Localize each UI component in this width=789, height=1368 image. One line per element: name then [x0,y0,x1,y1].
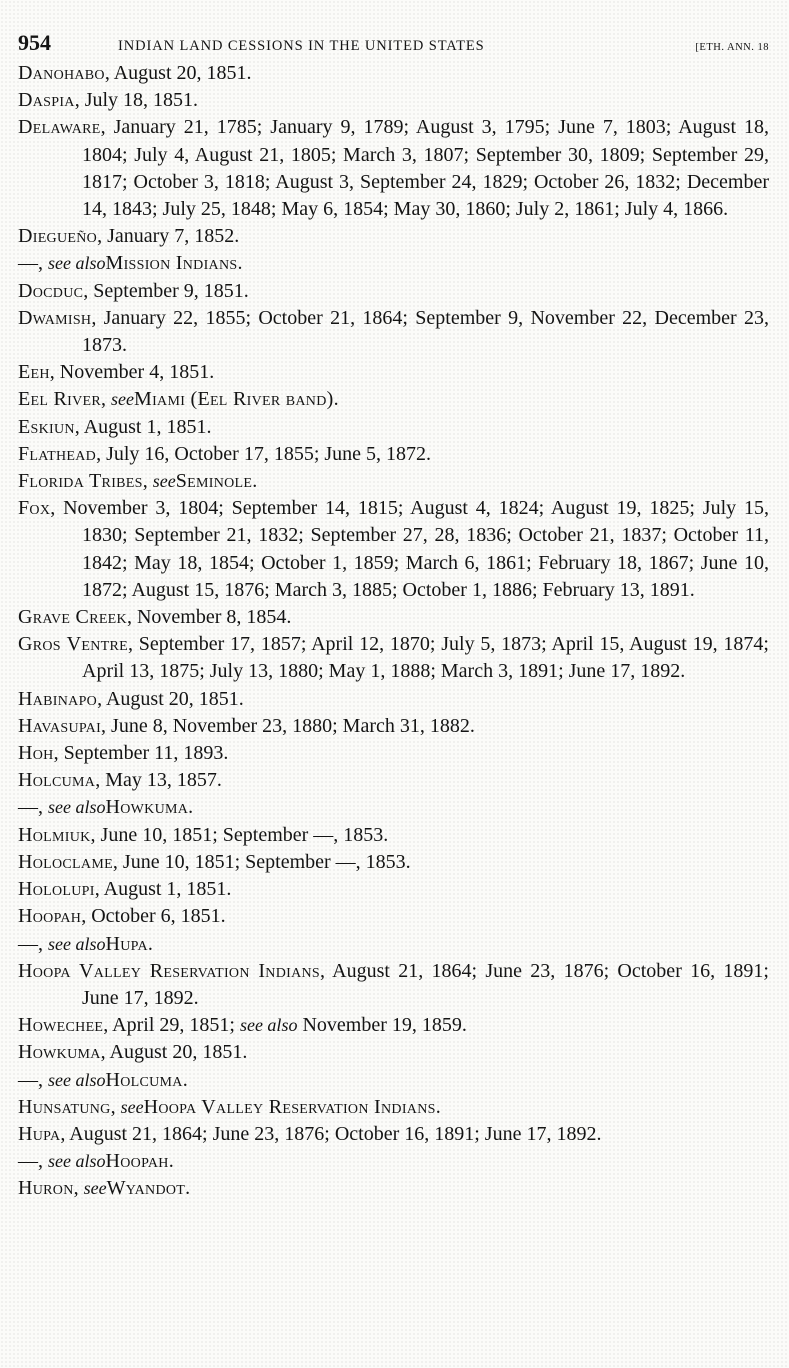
cross-reference: Holcuma [105,1068,183,1091]
entry-dates: , September 11, 1893. [53,742,229,765]
entry-dates: , August 1, 1851. [94,878,232,901]
entry-name: Flathead [18,442,97,465]
entry-prefix: , [142,470,153,493]
entry-end: . [185,1177,191,1200]
entry-dates: , August 20, 1851. [104,62,252,84]
entry-end: . [435,1095,441,1118]
entry-name: Hoopah [18,905,82,928]
entry-prefix: —, [18,1068,48,1091]
index-entry [18,713,769,740]
entry-dates: , June 10, 1851; September —, 1853. [112,850,411,873]
see-also-label: see [83,1178,107,1199]
running-reference: [ETH. ANN. 18 [695,42,769,53]
entry-end: . [188,796,194,819]
entry-dates: , June 8, November 23, 1880; March 31, 1882. [101,714,475,737]
entry-dates: , September 17, 1857; April 12, 1870; July 5, 1873; April 15, August 19, 1874; April 13, 1875; July 13, 1880; May 1, 1888; March 3, 1891; June 17, 1892. [82,633,769,683]
entry-prefix: —, [18,932,48,955]
entry-dates: , August 20, 1851. [97,687,244,710]
index-entry [18,60,769,87]
index-entry [18,794,769,821]
index-entries [18,60,769,1203]
cross-reference: Mission Indians [105,252,238,275]
cross-reference: Seminole [175,470,253,493]
entry-name: Eeh [18,361,50,384]
see-also-label: see [152,471,176,492]
entry-dates: , October 6, 1851. [81,905,226,928]
index-entry [18,1012,769,1039]
see-also-label: see also [48,933,106,954]
cross-reference: Hupa [105,932,148,955]
entry-dates: , August 1, 1851. [74,415,212,438]
see-also-label: see also [48,1151,106,1172]
entry-name: Hunsatung [18,1095,111,1118]
index-entry [18,87,769,114]
entry-name: Howechee [18,1014,104,1037]
entry-name: Grave Creek [18,606,127,629]
index-entry [18,305,769,359]
index-entry [18,849,769,876]
entry-end: . [147,932,153,955]
entry-name: Howkuma [18,1041,101,1064]
entry-dates: , January 21, 1785; January 9, 1789; August 3, 1795; June 7, 1803; August 18, 1804; July 4, August 21, 1805; March 3, 1807; September 30, 1809; September 29, 1817; October 3, 1818; August 3, September 24, 1829; October 26, 1832; December 14, 1843; July 25, 1848; May 6, 1854; May 30, 1860; July 2, 1861; July 4, 1866. [82,116,769,221]
index-entry [18,278,769,305]
entry-name: Huron [18,1177,74,1200]
entry-name: Hololupi [18,878,95,901]
entry-name: Hoopa Valley Reservation Indians [18,959,320,982]
cross-reference: Wyandot [106,1177,186,1200]
entry-name: Holcuma [18,769,96,792]
cross-reference: Miami (Eel River band) [134,388,334,411]
entry-name: Havasupai [18,714,102,737]
entry-dates: , November 3, 1804; September 14, 1815; August 4, 1824; August 19, 1825; July 15, 1830; September 21, 1832; September 27, 28, 1836; October 21, 1837; October 11, 1842; May 18, 1854; October 1, 1859; March 6, 1861; February 18, 1867; June 10, 1872; August 15, 1876; March 3, 1885; October 1, 1886; February 13, 1891. [50,497,769,601]
index-entry [18,740,769,767]
index-entry [18,386,769,413]
entry-end: November 19, 1859. [297,1014,467,1037]
entry-dates: , November 4, 1851. [49,361,215,384]
index-entry [18,250,769,277]
cross-reference: Howkuma [105,796,189,819]
entry-dates: , July 16, October 17, 1855; June 5, 1872. [96,442,432,465]
index-entry [18,1094,769,1121]
index-entry [18,223,769,250]
entry-name: Holmiuk [18,823,91,846]
index-entry [18,686,769,713]
entry-name: Gros Ventre [18,633,128,656]
see-also-label: see [120,1096,144,1117]
entry-prefix: —, [18,252,48,275]
entry-end: . [333,388,339,411]
index-entry [18,631,769,685]
index-entry [18,958,769,1012]
entry-dates: , August 21, 1864; June 23, 1876; October 16, 1891; June 17, 1892. [82,959,769,1009]
entry-dates: , May 13, 1857. [95,769,222,792]
entry-dates: , January 7, 1852. [97,225,240,248]
index-entry [18,604,769,631]
entry-prefix: , [101,388,112,411]
entry-dates: , August 20, 1851. [100,1041,248,1064]
entry-dates: , August 21, 1864; June 23, 1876; October 16, 1891; June 17, 1892. [60,1122,602,1145]
see-also-label: see also [239,1015,298,1036]
index-entry [18,441,769,468]
entry-dates: , November 8, 1854. [126,606,292,629]
index-entry [18,876,769,903]
entry-prefix: , [73,1177,84,1200]
entry-name: Fox [18,497,51,520]
entry-name: Diegueño [18,225,98,248]
cross-reference: Hoopah [105,1150,169,1173]
entry-dates: , June 10, 1851; September —, 1853. [90,823,389,846]
entry-name: Hoh [18,742,54,765]
index-entry [18,903,769,930]
entry-dates: , January 22, 1855; October 21, 1864; September 9, November 22, December 23, 1873. [82,306,769,357]
entry-name: Habinapo [18,687,98,710]
index-entry [18,931,769,958]
entry-name: Delaware [18,116,101,139]
index-entry [18,1175,769,1202]
entry-name: Eel River [18,388,102,411]
index-entry [18,822,769,849]
entry-name: Dwamish [18,306,92,329]
see-also-label: see also [48,253,106,274]
see-also-label: see [111,389,135,410]
entry-name: Holoclame [18,850,113,873]
entry-name: Daspia [18,89,75,112]
index-entry [18,468,769,495]
page-number: 954 [18,30,51,55]
entry-name: Danohabo [18,62,105,84]
index-entry [18,359,769,386]
page-header [18,30,769,58]
index-entry [18,1067,769,1094]
entry-dates: , April 29, 1851; [103,1014,240,1037]
entry-name: Florida Tribes [18,470,143,493]
index-entry [18,767,769,794]
entry-prefix: , [110,1095,121,1118]
entry-name: Docduc [18,279,84,302]
see-also-label: see also [48,797,106,818]
index-entry [18,1121,769,1148]
entry-dates: , July 18, 1851. [74,89,199,112]
entry-end: . [237,252,243,275]
cross-reference: Hoopa Valley Reservation Indians [143,1095,436,1118]
running-title: INDIAN LAND CESSIONS IN THE UNITED STATES [118,38,485,54]
entry-dates: , September 9, 1851. [83,279,249,302]
entry-end: . [252,470,258,493]
index-entry [18,414,769,441]
entry-prefix: —, [18,1150,48,1173]
index-entry [18,114,769,223]
entry-name: Hupa [18,1122,61,1145]
index-entry [18,495,769,604]
index-entry [18,1039,769,1066]
see-also-label: see also [48,1069,106,1090]
entry-end: . [168,1150,174,1173]
index-entry [18,1148,769,1175]
entry-prefix: —, [18,796,48,819]
entry-end: . [182,1068,188,1091]
entry-name: Eskiun [18,415,75,438]
